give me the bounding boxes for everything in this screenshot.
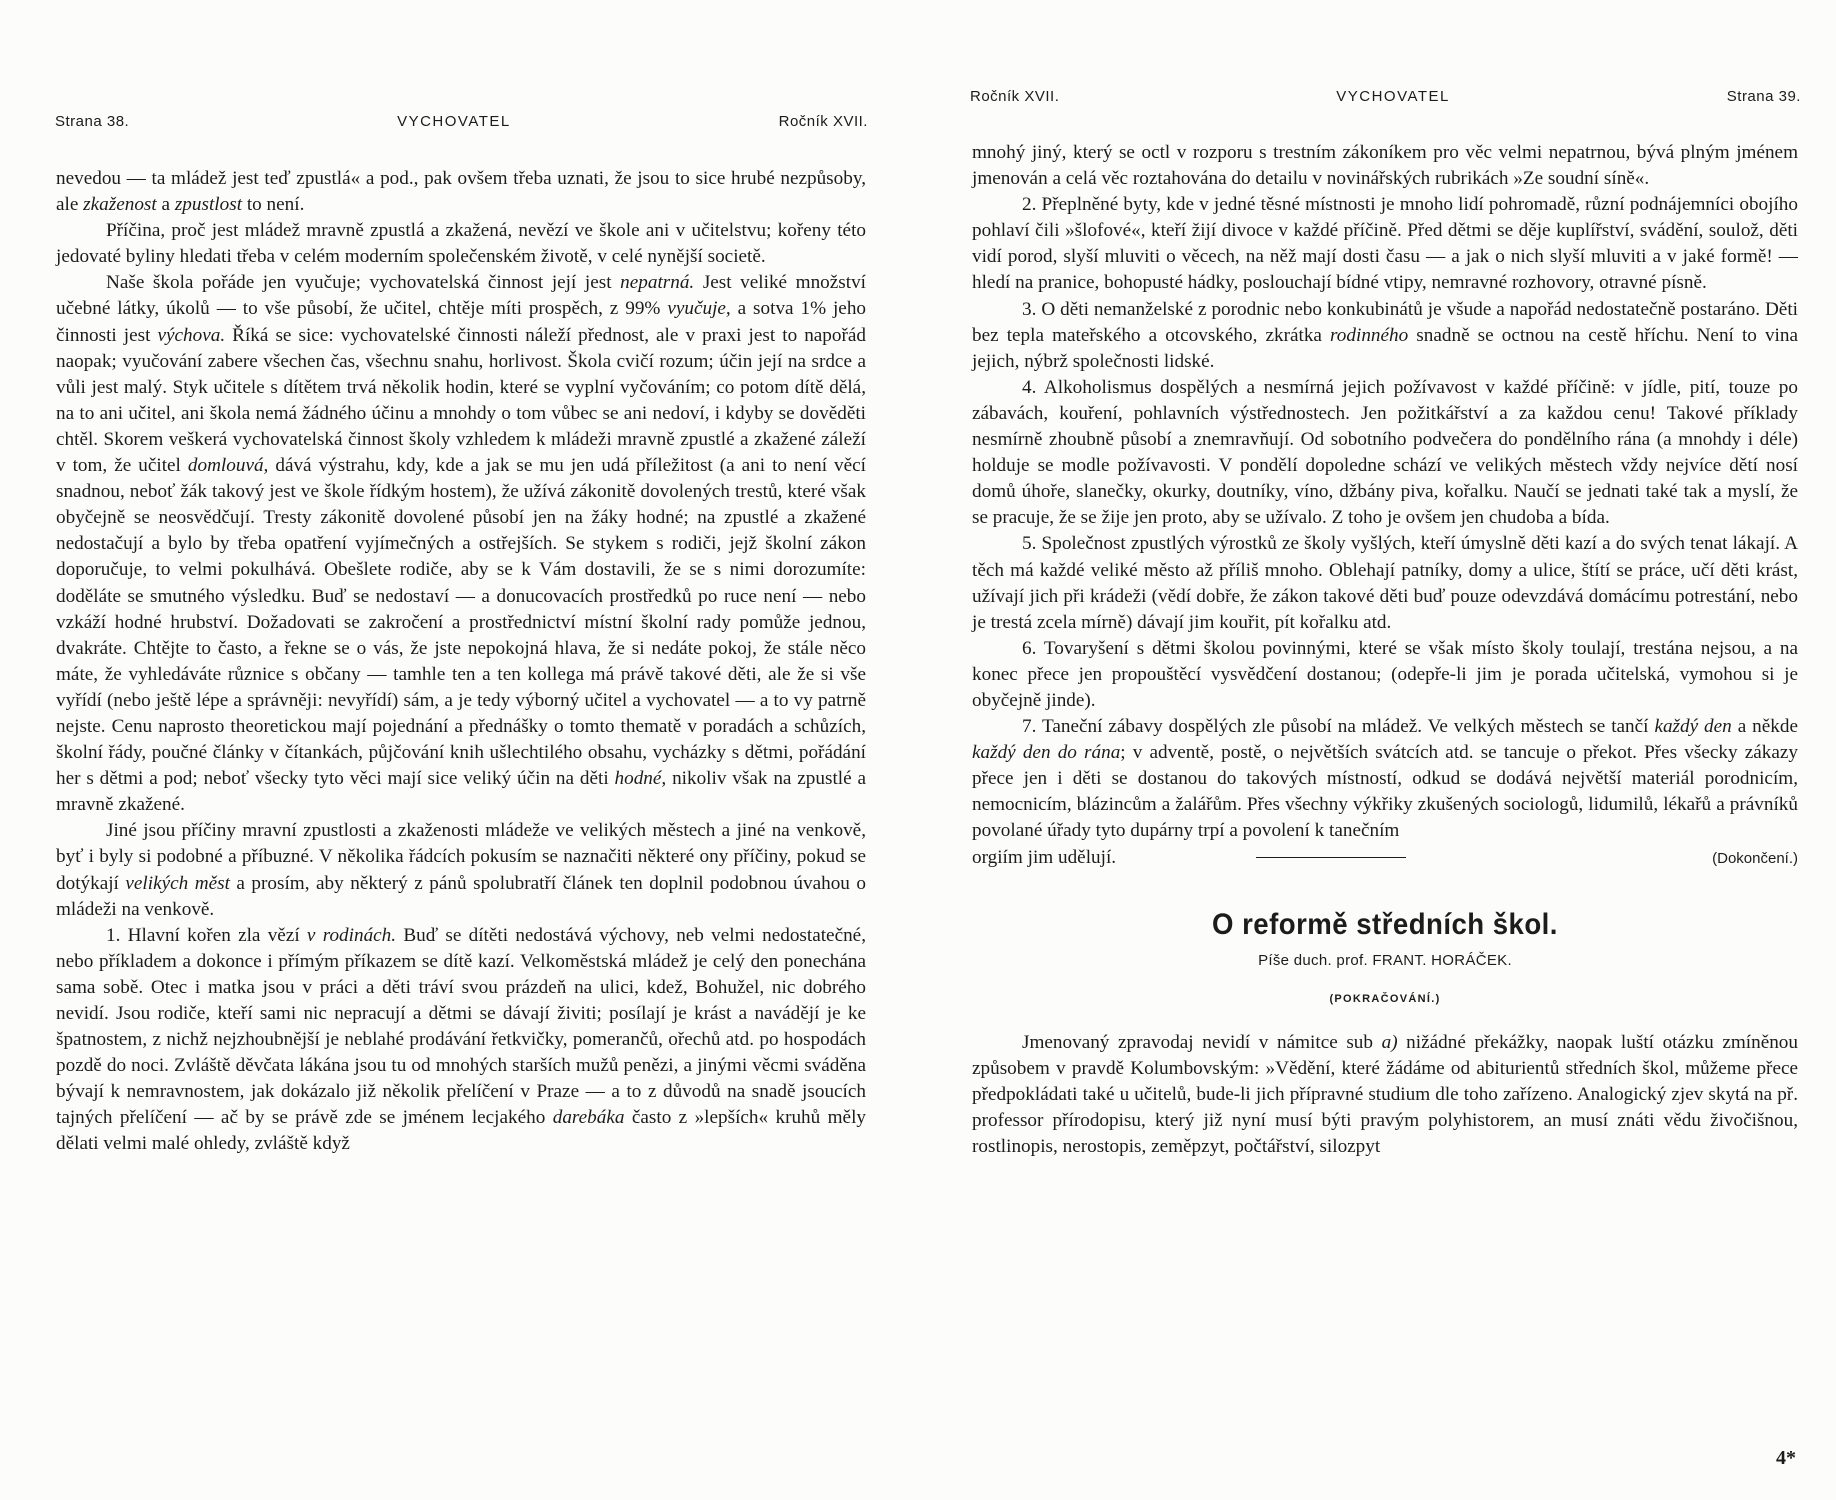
text-run: nikoliv však na zpustlé a mravně zkažené. xyxy=(56,768,867,816)
text-run: Buď se dítěti nedostává výchovy, neb velmi nedostatečné, nebo příkladem a dokonce i přímým příkazem se dítě kazí. Velkoměstská mládež je celý den ponechána sama sobě. Otec i matka jsou v práci a děti tráví svou prázdeň na ulici, kdež, Bohužel, nic dobrého nevidí. Jsou rodiče, kteří sami nic nepracují a dětmi se dávají živiti; posílají je krást a navádějí je ke špatnostem, z nichž nejzhoubnější je neblahé prodávání řetkvičky, pomerančů, ořechů atd. po hospodách pozdě do noci. Zvláště děvčata lákána jsou tu od mnohých starších mužů penězi, a jinými věcmi sváděna bývají k nemravnostem, jak dokázalo již několik přelíčení v Praze — a to z důvodů na snadě jsoucích tajných přelíčení — ač by se právě zde se jménem lecjakého xyxy=(56,924,866,1129)
article-byline: Píše duch. prof. FRANT. HORÁČEK. xyxy=(1258,951,1512,969)
italic-text: nepatrná. xyxy=(620,272,695,294)
text-run: dává výstrahu, kdy, kde a jak se mu jen udá příležitost (a ani to není věcí snadnou, neboť žák takový jest ve škole řídkým hostem), že užívá zákonitě dovolených trestů, které však obyčejně se neosvědčují. Tresty zákonitě dovolené působí jen na žáky hodné; na zpustlé a zkažené nedostačují a bylo by třeba opatření vyjímečných a ostřejších. Se stykem s rodiči, jejž školní zákon doporučuje, to velmi pokulhává. Obešlete rodiče, aby se k Vám dostavili, že se s nimi dorozumíte: doděláte se smutného výsledku. Buď se nedostaví — a donucovacích prostředků po ruce není — nebo vzkáží hodné hrubství. Dožadovati se zakročení a prostřednictví místní školní rady pomůže jednou, dvakráte. Chtějte to často, a řekne se o vás, že jste nepokojná hlava, že si nedáte pokoj, že stále něco máte, že vyhledáváte různice s občany — tamhle ten a ten kollega má právě takové děti, ale že si vše vyřídí (nebo ještě lépe a správněji: nevyřídí) sám, a je tedy výborný učitel a vychovatel — a to vy patrně nejste. Cenu naprosto theoretickou mají pojednání a přednášky o tomto thematě v poradách a schůzích, školní řády, poučné články v čítankách, půjčování knih ušlechtilého obsahu, vycházky s dětmi, pořádání her s dětmi a pod; neboť všecky tyto věci mají sice veliký účin na děti xyxy=(56,455,866,790)
paragraph xyxy=(972,714,1798,844)
italic-text: zpustlost xyxy=(174,194,243,216)
paragraph xyxy=(56,218,866,270)
article-title: O reformě středních škol. xyxy=(1212,907,1558,941)
italic-text: každý den xyxy=(1654,716,1732,738)
text-run: a sotva 1% jeho činnosti jest xyxy=(56,298,867,346)
italic-text: v rodinách. xyxy=(306,924,397,946)
page-number-left: Strana 38. xyxy=(55,113,130,130)
text-run: 7. Taneční zábavy dospělých zle působí na mládež. Ve velkých městech se tančí xyxy=(1022,716,1655,738)
text-run: Jmenovaný zpravodaj nevidí v námitce sub xyxy=(1022,1031,1382,1053)
paragraph xyxy=(56,818,866,922)
text-run: 1. Hlavní kořen zla vězí xyxy=(106,924,307,946)
italic-text: velikých měst xyxy=(125,872,230,894)
text-run: a někde xyxy=(1731,716,1798,738)
text-run: nevedou — ta mládež jest teď zpustlá« a pod., pak ovšem třeba uznati, že jsou to sice hrubé nezpůsoby, ale xyxy=(56,168,866,216)
italic-text: vyučuje, xyxy=(667,298,731,320)
last-line-text: orgiím jim udělují. xyxy=(972,846,1117,868)
italic-text: domlouvá, xyxy=(187,455,269,477)
italic-text: každý den do rána xyxy=(972,742,1121,764)
text-run: a xyxy=(156,194,175,216)
paragraph xyxy=(972,140,1798,192)
text-run: 4. Alkoholismus dospělých a nesmírná jejich požívavost v každé příčině: v jídle, pití, touze po zábavách, kouření, pohlavních výstřednostech. Jen požitkářství a za každou cenu! Takové příklady nesmírně zhoubně působí a znemravňují. Od sobotního podvečera do pondělního rána (a mnohdy i déle) holduje se modle požívavosti. V pondělí dopoledne schází ve velikých městech vždy nejvíce dětí nosí domů úhoře, slanečky, okurky, doutníky, víno, džbány piva, kořalku. Naučí se jednati také tak a myslí, že se pracuje, že se žije jen proto, aby se užívalo. Z toho je ovšem jen chudoba a bída. xyxy=(972,376,1798,529)
signature-mark: 4* xyxy=(1776,1447,1796,1469)
text-run: 2. Přeplněné byty, kde v jedné těsné místnosti je mnoho lidí pohromadě, různí podnájemníci obojího pohlaví čili »šlofové«, kteří žijí divoce v každé příčině. Před dětmi se děje kuplířství, svádění, soulož, děti vidí porod, slyší mluviti o věcech, na něž mají dosti času — a jak o nich slyší mluviti a v jaké formě! — hledí na pranice, bohopusté hádky, poslouchají bídné vtipy, nemravné rozhovory, otravné písně. xyxy=(972,194,1798,294)
italic-text: zkaženost xyxy=(83,194,157,216)
text-run: Jiné jsou příčiny mravní zpustlosti a zkaženosti mládeže ve velikých městech a jiné na venkově, byť i byly si podobné a příbuzné. V několika řádcích pokusím se naznačiti některé ony příčiny, pokud se dotýkají xyxy=(56,820,866,894)
text-run: nižádné překážky, naopak luští otázku zmíněnou způsobem v pravdě Kolumbovským: »Vědění, které žádáme od abiturientů středních škol, můžeme přece předpokládati také u učitelů, bude-li jich přípravné studium dle toho zařízeno. Analogický zjev skytá na př. professor přírodopisu, který již nyní musí býti pravým polyhistorem, an musí znáti vědu živočišnou, rostlinopis, nerostopis, zeměpzyt, počtářství, silozpyt xyxy=(972,1031,1798,1158)
concluded-note: (Dokončení.) xyxy=(1712,849,1798,867)
text-run: 3. O děti nemanželské z porodnic nebo konkubinátů je všude a napořád nedostatečně postaráno. Děti bez tepla mateřského a otcovského, zkrátka xyxy=(972,298,1798,346)
text-run: často z »lepších« kruhů měly dělati velmi malé ohledy, zvláště když xyxy=(56,1107,866,1155)
text-run: Příčina, proč jest mládež mravně zpustlá a zkažená, nevězí ve škole ani v učitelstvu; kořeny této jedovaté byliny hledati třeba v celém moderním společenském životě, v celé nynější societě. xyxy=(56,220,866,268)
volume-left: Ročník XVII. xyxy=(778,113,868,130)
left-page-text xyxy=(56,166,866,1158)
italic-text: rodinného xyxy=(1330,324,1409,346)
running-header-left xyxy=(55,113,868,130)
volume-right: Ročník XVII. xyxy=(970,88,1060,105)
paragraph xyxy=(972,1030,1798,1160)
text-run: Říká se sice: vychovatelské činnosti náleží přednost, ale v praxi jest to napořád naopak; vyučování zabere všechen čas, všechnu snahu, horlivost. Škola cvičí rozum; účin její na srdce a vůli jest malý. Styk učitele s dítětem trvá několik hodin, které se vyplní vyčováním; co potom dítě dělá, na to ani učitel, ani škola nemá žádného účinu a mnohdy o tom vůbec se ani nedoví, i kdyby se dověděti chtěl. Skorem veškerá vychovatelská činnost školy vzhledem k mládeži mravně zpustlé a zkažené záleží v tom, že učitel xyxy=(56,324,866,477)
continued-label: (POKRAČOVÁNÍ.) xyxy=(1329,992,1441,1005)
paragraph xyxy=(56,166,866,218)
paragraph xyxy=(972,297,1798,375)
right-page xyxy=(918,0,1836,1500)
text-run: ; v adventě, postě, o největších svátcích atd. se tancuje o překot. Přes všecky zákazy přece jen i děti se dostanou do takových místností, odkud se dodává největší materiál porodnicím, nemocnicím, blázincům a žalářům. Přes všechny výkřiky zkušených sociologů, lidumilů, lékařů a právníků povolané úřady tyto dupárny trpí a povolení k tanečním xyxy=(972,742,1798,842)
journal-title-left: VYCHOVATEL xyxy=(397,113,511,130)
article-end-line xyxy=(972,845,1798,872)
text-run: mnohý jiný, který se octl v rozporu s trestním zákoníkem pro věc velmi nepatrnou, bývá plným jménem jmenován a celá věc roztahována do detailu v novinářských rubrikách »Ze soudní síně«. xyxy=(972,142,1798,190)
right-page-text xyxy=(972,140,1798,1160)
text-run: Naše škola pořáde jen vyučuje; vychovatelská činnost její jest xyxy=(106,272,621,294)
italic-text: výchova. xyxy=(157,324,226,346)
text-run: snadně se octnou na cestě hříchu. Není to vina jejich, nýbrž společnosti lidské. xyxy=(972,324,1799,372)
text-run: a prosím, aby některý z pánů spolubratří článek ten doplnil podobnou úvahou o mládeži na venkově. xyxy=(56,872,866,920)
paragraph xyxy=(972,531,1798,635)
paragraph xyxy=(972,375,1798,532)
paragraph xyxy=(972,192,1798,296)
text-run: 6. Tovaryšení s dětmi školou povinnými, které se však místo školy toulají, trestána nejsou, a na konec přece jen propouštěcí vysvědčení dostanou; (odepře-li jim je porada učitelská, vymohou si je obyčejně jinde). xyxy=(972,637,1798,711)
text-run: Jest veliké množství učebné látky, úkolů — to vše působí, že učitel, chtěje míti prospěch, z 99% xyxy=(56,272,866,320)
page-number-right: Strana 39. xyxy=(1726,88,1801,105)
running-header-right xyxy=(970,88,1801,105)
paragraph xyxy=(56,923,866,1158)
italic-text: a) xyxy=(1381,1031,1398,1053)
section-divider xyxy=(1256,857,1406,858)
paragraph xyxy=(56,270,866,818)
text-run: to není. xyxy=(242,194,305,216)
italic-text: hodné, xyxy=(614,768,667,790)
paragraph xyxy=(972,636,1798,714)
italic-text: darebáka xyxy=(552,1107,625,1129)
text-run: 5. Společnost zpustlých výrostků ze školy vyšlých, kteří úmyslně děti kazí a do svých tenat lákají. A těch má každé veliké město až příliš mnoho. Oblehají patníky, domy a ulice, štítí se práce, učí děti krást, užívají jich při krádeži (vědí dobře, že zákon takové děti buď pouze odevzdává domácímu potrestání, nebo je trestá zcela mírně) dávají jim kouřit, pít kořalku atd. xyxy=(972,533,1798,633)
journal-title-right: VYCHOVATEL xyxy=(1336,88,1450,105)
